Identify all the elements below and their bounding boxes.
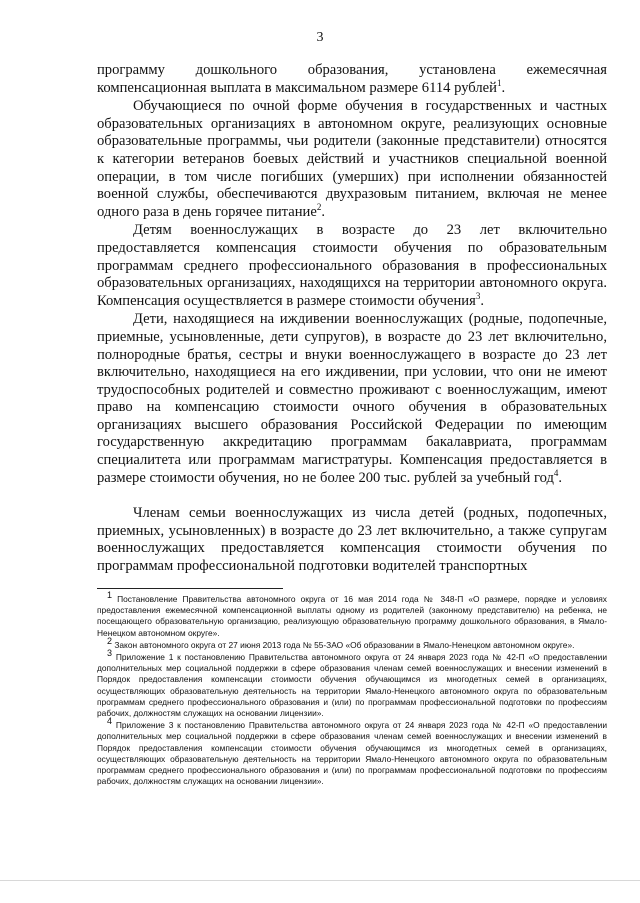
page-bottom-edge bbox=[0, 880, 640, 881]
footnotes bbox=[97, 590, 607, 787]
paragraph: Членам семьи военнослужащих из числа детей (родных, подопечных, приемных, усыновленных) в возрасте до 23 лет включительно, а также супругам военнослужащих предоставляется компенсация стоимости обучения по программам профессиональной подготовки водителей транспортных bbox=[97, 505, 607, 575]
footnote: $^2$ Закон автономного округа от 27 июня 2013 года № 55-ЗАО «Об образовании в Ямало-Ненецком автономном округе». bbox=[107, 636, 575, 650]
body-text bbox=[97, 62, 607, 576]
footnote: $^3$ Приложение 1 к постановлению Правительства автономного округа от 24 января 2023 года № 42-П «О предоставлении дополнительных мер социальной поддержки в сфере образования членам семей военнослужащих и внесении изменений в Порядок предоставления компенсации стоимости обучения обучающимся из многодетных семей в организациях, осуществляющих образовательную деятельность на территории Ямало-Ненецкого автономного округа по образовательным программам среднего профессионального образования и (или) по программам профессиональной подготовки по профессиям рабочих, должностям служащих на основании лицензии». bbox=[97, 648, 607, 719]
footnote-ref[interactable]: 3 bbox=[475, 290, 481, 301]
footnote: $^1$ Постановление Правительства автономного округа от 16 мая 2014 года № 348-П «О размере, порядке и условиях предоставления ежемесячной компенсационной выплаты одному из родителей (законному представителю) на ребенка, не посещающего образовательную организацию, реализующую образовательную программу дошкольного образования, в Ямало-Ненецком автономном округе». bbox=[97, 590, 607, 638]
footnote-ref[interactable]: 4 bbox=[553, 467, 559, 478]
footnote-mark: 2 bbox=[107, 636, 113, 647]
footnote-ref[interactable]: 1 bbox=[496, 77, 502, 88]
paragraph: Дети, находящиеся на иждивении военнослужащих (родные, подопечные, приемные, усыновленные, дети супругов), в возрасте до 23 лет включительно, полнородные братья, сестры и внуки военнослужащего в возрасте до 23 лет включительно, находящиеся на его иждивении, при условии, что они не имеют трудоспособных родителей и совместно проживают с военнослужащим, имеют право на компенсацию стоимости очного обучения в образовательных организациях высшего образования Российской Федерации по имеющим государственную аккредитацию программам бакалавриата, программам специалитета или программам магистратуры. Компенсация предоставляется в размере стоимости обучения, но не более 200 тыс. рублей за учебный год$^4$. bbox=[97, 311, 607, 486]
footnote-mark: 1 bbox=[107, 590, 113, 601]
paragraph: программу дошкольного образования, установлена ежемесячная компенсационная выплата в максимальном размере 6114 рублей$^1$. bbox=[97, 62, 607, 96]
footnote-separator bbox=[97, 588, 283, 589]
footnote: $^4$ Приложение 3 к постановлению Правительства автономного округа от 24 января 2023 года № 42-П «О предоставлении дополнительных мер социальной поддержки в сфере образования членам семей военнослужащих и внесении изменений в Порядок предоставления компенсации стоимости обучения обучающимся из многодетных семей в организациях, осуществляющих образовательную деятельность на территории Ямало-Ненецкого автономного округа по образовательным программам среднего профессионального образования и (или) по программам профессиональной подготовки по профессиям рабочих, должностям служащих на основании лицензии». bbox=[97, 716, 607, 787]
paragraph: Детям военнослужащих в возрасте до 23 лет включительно предоставляется компенсация стоимости обучения по образовательным программам среднего профессионального образования в профессиональных образовательных организациях, находящихся на территории автономного округа. Компенсация осуществляется в размере стоимости обучения$^3$. bbox=[97, 222, 607, 309]
footnote-ref[interactable]: 2 bbox=[316, 201, 322, 212]
paragraph: Обучающиеся по очной форме обучения в государственных и частных образовательных организациях в автономном округе, реализующих основные образовательные программы, чьи родители (законные представители) относятся к категории ветеранов боевых действий и участников специальной военной операции, в том числе погибших (умерших) при исполнении обязанностей военной службы, обеспечиваются двухразовым питанием, включая не менее одного раза в день горячее питание$^2$. bbox=[97, 98, 607, 220]
footnote-mark: 3 bbox=[107, 648, 113, 659]
footnote-mark: 4 bbox=[107, 716, 113, 727]
page-number: 3 bbox=[316, 30, 324, 45]
